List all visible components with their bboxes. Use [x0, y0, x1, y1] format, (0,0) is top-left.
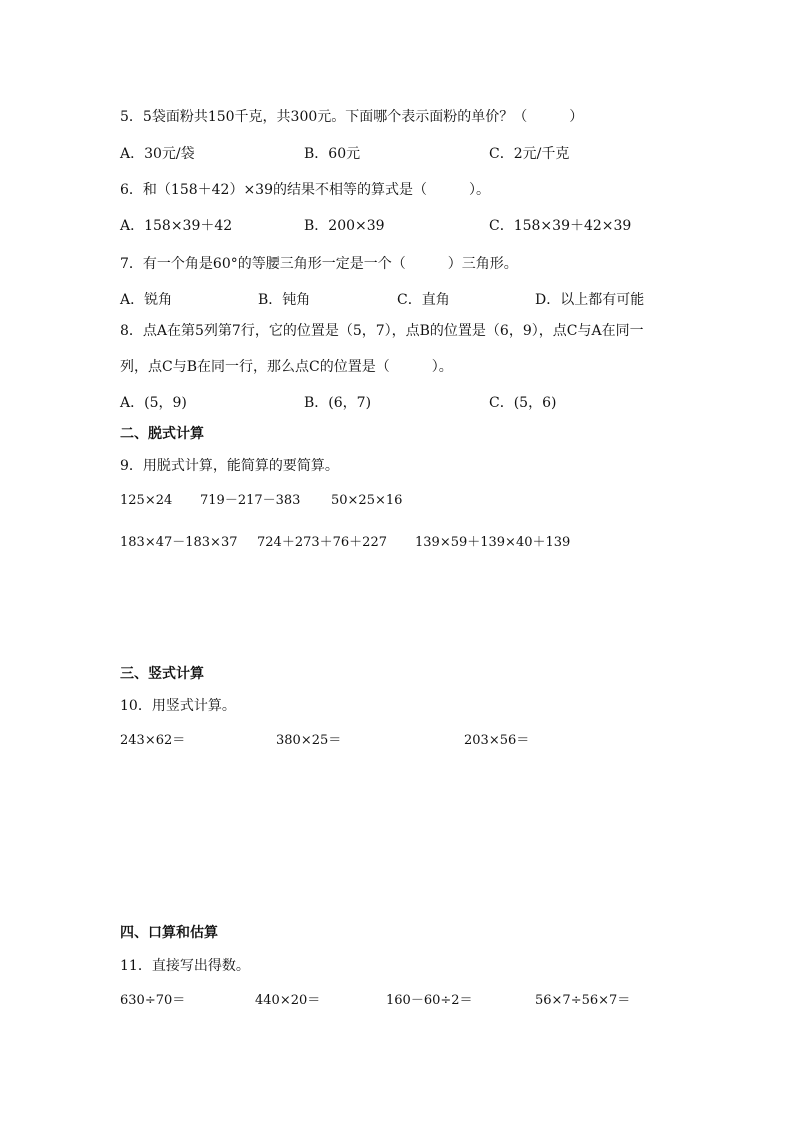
- q6-option-a: A．158×39＋42: [120, 218, 233, 234]
- q8-stem-line2: 列，点C与B在同一行，那么点C的位置是（ ）。: [120, 359, 453, 375]
- q8-option-b: B．(6，7): [304, 395, 372, 411]
- q11-expr-2: 440×20＝: [255, 993, 321, 1008]
- q10-expr-2: 380×25＝: [276, 733, 342, 748]
- q9-expr-3: 50×25×16: [331, 493, 403, 508]
- q11-expr-4: 56×7÷56×7＝: [535, 993, 631, 1008]
- q7-option-c: C．直角: [397, 292, 450, 308]
- q6-option-b: B．200×39: [304, 218, 385, 234]
- section-3-title: 三、竖式计算: [120, 666, 204, 682]
- q6-option-c: C．158×39＋42×39: [489, 218, 632, 234]
- q9-expr-1: 125×24: [120, 493, 173, 508]
- q8-option-a: A．(5，9): [120, 395, 187, 411]
- q8-stem-line1: 8．点A在第5列第7行，它的位置是（5，7），点B的位置是（6，9），点C与A在同一: [120, 323, 644, 339]
- q9-expr-2: 719－217－383: [200, 493, 301, 508]
- q9-expr-5: 724＋273＋76＋227: [257, 535, 387, 550]
- q10-stem: 10．用竖式计算。: [120, 698, 236, 714]
- q5-option-c: C．2元/千克: [489, 146, 570, 162]
- q10-expr-1: 243×62＝: [120, 733, 186, 748]
- q6-stem: 6．和（158＋42）×39的结果不相等的算式是（ ）。: [120, 182, 490, 198]
- q9-expr-6: 139×59＋139×40＋139: [415, 535, 571, 550]
- q11-expr-3: 160－60÷2＝: [386, 993, 473, 1008]
- q5-stem: 5．5袋面粉共150千克，共300元。下面哪个表示面粉的单价？（ ）: [120, 109, 584, 125]
- section-4-title: 四、口算和估算: [120, 925, 218, 941]
- q7-option-b: B．钝角: [258, 292, 311, 308]
- q7-stem: 7．有一个角是60°的等腰三角形一定是一个（ ）三角形。: [120, 256, 518, 272]
- q9-stem: 9．用脱式计算，能简算的要简算。: [120, 458, 339, 474]
- q7-option-a: A．锐角: [120, 292, 173, 308]
- section-2-title: 二、脱式计算: [120, 426, 204, 442]
- q7-option-d: D．以上都有可能: [535, 292, 645, 308]
- q11-expr-1: 630÷70＝: [120, 993, 186, 1008]
- q10-expr-3: 203×56＝: [464, 733, 530, 748]
- q5-option-a: A．30元/袋: [120, 146, 195, 162]
- q9-expr-4: 183×47－183×37: [120, 535, 238, 550]
- q5-option-b: B．60元: [304, 146, 361, 162]
- q8-option-c: C．(5，6): [489, 395, 557, 411]
- q11-stem: 11．直接写出得数。: [120, 958, 250, 974]
